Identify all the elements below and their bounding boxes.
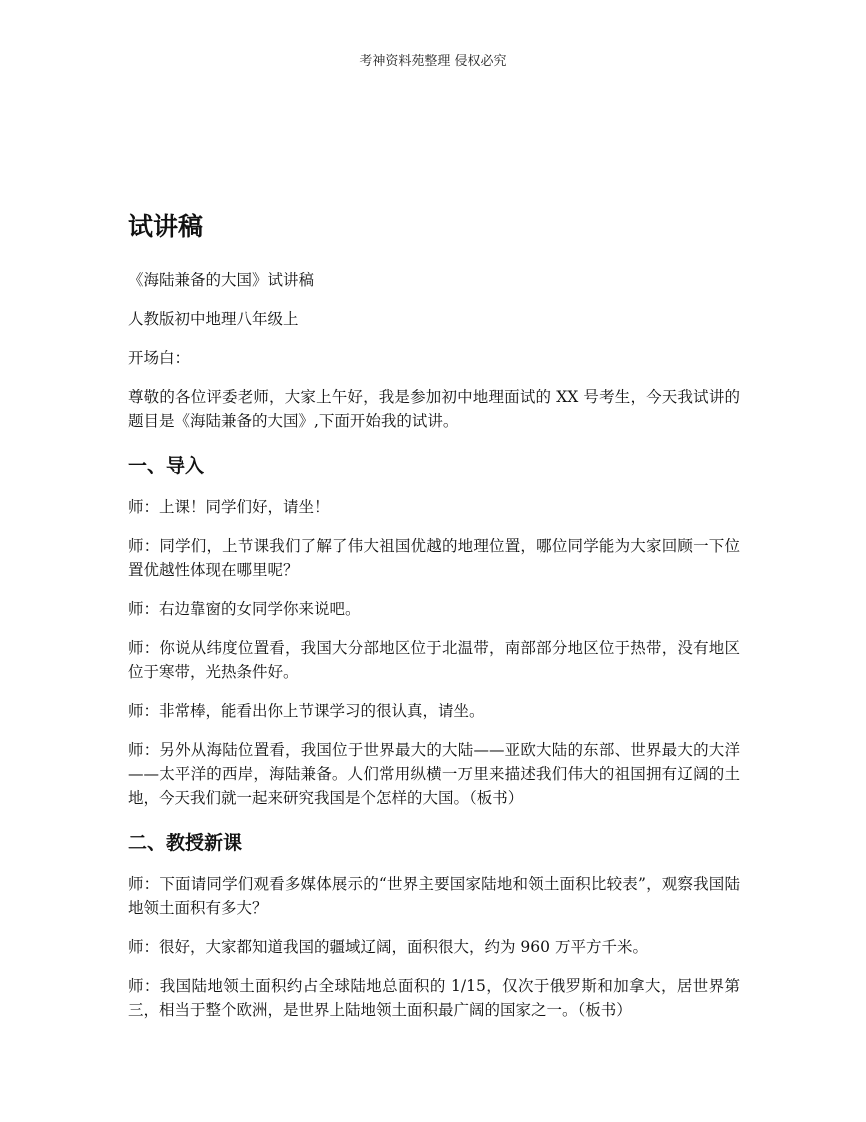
paragraph: 师：你说从纬度位置看，我国大分部地区位于北温带，南部部分地区位于热带，没有地区位于寒带，光热条件好。 [128, 639, 740, 681]
opening-paragraph: 尊敬的各位评委老师，大家上午好，我是参加初中地理面试的 XX 号考生，今天我试讲的题目是《海陆兼备的大国》,下面开始我的试讲。 [128, 388, 740, 430]
paragraph: 师：我国陆地领土面积约占全球陆地总面积的 1/15，仅次于俄罗斯和加拿大，居世界第三，相当于整个欧洲，是世界上陆地领土面积最广阔的国家之一。（板书） [128, 977, 740, 1019]
paragraph: 师：同学们，上节课我们了解了伟大祖国优越的地理位置，哪位同学能为大家回顾一下位置优越性体现在哪里呢？ [128, 537, 740, 579]
section-heading-intro: 一、导入 [128, 455, 205, 477]
paragraph: 师：很好，大家都知道我国的疆域辽阔，面积很大，约为 960 万平方千米。 [128, 938, 648, 956]
paragraph: 师：另外从海陆位置看，我国位于世界最大的大陆——亚欧大陆的东部、世界最大的大洋——太平洋的西岸，海陆兼备。人们常用纵横一万里来描述我们伟大的祖国拥有辽阔的土地，今天我们就一起来研究我国是个怎样的大国。（板书） [128, 741, 740, 807]
paragraph: 师：右边靠窗的女同学你来说吧。 [128, 600, 361, 618]
document-body [128, 208, 740, 1037]
paragraph: 师：下面请同学们观看多媒体展示的“世界主要国家陆地和领土面积比较表”，观察我国陆地领土面积有多大？ [128, 875, 740, 917]
opening-label: 开场白： [128, 349, 191, 367]
section-heading-new-lesson: 二、教授新课 [128, 832, 243, 854]
textbook-info: 人教版初中地理八年级上 [128, 310, 299, 328]
lecture-title: 《海陆兼备的大国》试讲稿 [128, 271, 315, 289]
paragraph: 师：上课！同学们好，请坐！ [128, 498, 330, 516]
document-title: 试讲稿 [128, 212, 204, 241]
paragraph: 师：非常棒，能看出你上节课学习的很认真，请坐。 [128, 702, 485, 720]
page-header: 考神资料苑整理 侵权必究 [359, 54, 507, 69]
